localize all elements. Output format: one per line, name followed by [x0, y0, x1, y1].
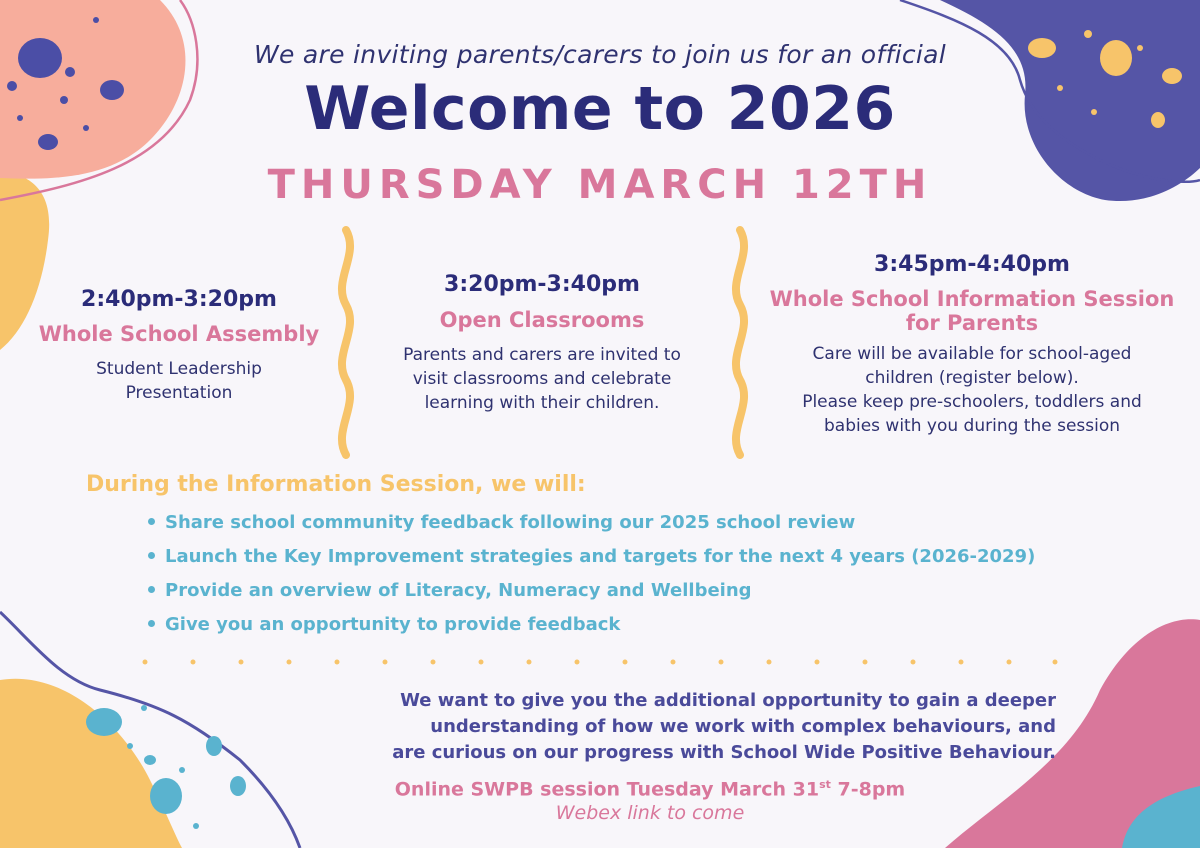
- wavy-divider-right: [736, 230, 744, 455]
- bullet-icon: [148, 586, 155, 593]
- session-1-description: Student Leadership Presentation: [96, 359, 262, 403]
- wavy-divider-left: [342, 230, 350, 455]
- swpb-paragraph: We want to give you the additional opportunity to gain a deeper understanding of how we work with complex behaviours, and are curious on our progress with School Wide Positive Behaviour.: [392, 690, 1056, 763]
- page-title: Welcome to 2026: [304, 74, 896, 144]
- session-2-title: Open Classrooms: [439, 308, 645, 332]
- list-item: Give you an opportunity to provide feedback: [148, 612, 1035, 646]
- dotted-separator: [143, 660, 1058, 665]
- list-item: Share school community feedback following our 2025 school review: [148, 510, 1035, 544]
- bullet-icon: [148, 552, 155, 559]
- session-3-title: Whole School Information Session for Parents: [769, 287, 1175, 335]
- session-3-time: 3:45pm-4:40pm: [874, 252, 1070, 277]
- info-session-list: [148, 510, 1035, 646]
- session-1-time: 2:40pm-3:20pm: [81, 287, 277, 312]
- bullet-icon: [148, 620, 155, 627]
- session-2-time: 3:20pm-3:40pm: [444, 272, 640, 297]
- online-session-line: Online SWPB session Tuesday March 31st 7-8pm: [394, 778, 906, 801]
- webex-link-note: Webex link to come: [555, 802, 745, 824]
- list-item: Launch the Key Improvement strategies and targets for the next 4 years (2026-2029): [148, 544, 1035, 578]
- info-session-heading: During the Information Session, we will:: [86, 472, 586, 497]
- bullet-icon: [148, 518, 155, 525]
- list-item: Provide an overview of Literacy, Numeracy and Wellbeing: [148, 578, 1035, 612]
- yellow-blob-bottom-left: [0, 679, 182, 848]
- session-2-description: Parents and carers are invited to visit classrooms and celebrate learning with their children.: [403, 345, 681, 413]
- intro-text: We are inviting parents/carers to join us for an official: [253, 40, 946, 69]
- session-1-title: Whole School Assembly: [38, 322, 320, 346]
- event-date: THURSDAY MARCH 12TH: [267, 162, 933, 208]
- session-3-description: Care will be available for school-aged children (register below). Please keep pre-schoolers, toddlers and babies with you during the session: [802, 344, 1142, 436]
